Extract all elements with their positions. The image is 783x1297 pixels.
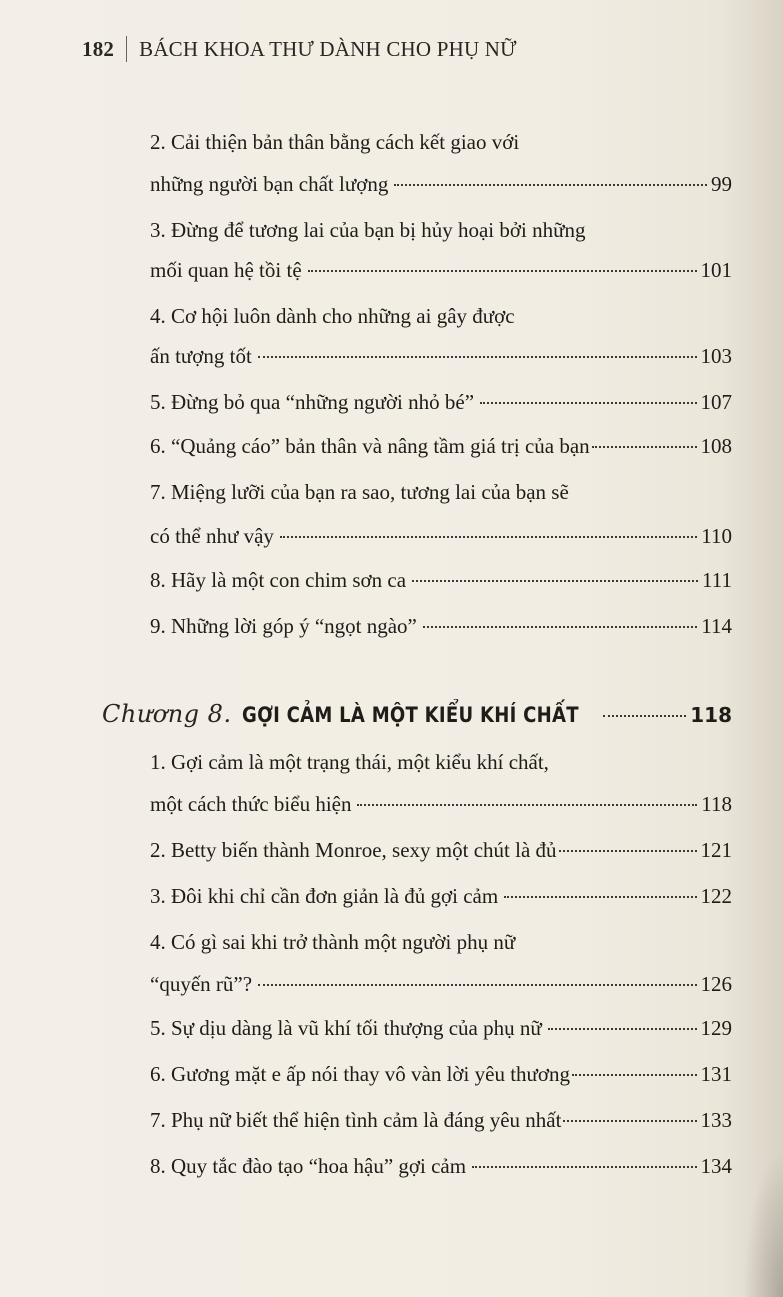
toc-entry-title: 2. Cải thiện bản thân bằng cách kết giao với <box>150 130 520 154</box>
toc-entry-page: 126 <box>700 972 732 996</box>
toc-entry-page: 118 <box>701 792 732 816</box>
toc-entry-title: 8. Quy tắc đào tạo “hoa hậu” gợi cảm <box>150 1154 467 1178</box>
book-title: BÁCH KHOA THƯ DÀNH CHO PHỤ NỮ <box>139 36 517 61</box>
toc-entry-leader <box>150 390 732 415</box>
toc-entry-leader <box>150 614 732 639</box>
dot-leader <box>412 580 698 582</box>
toc-entry-title: 7. Phụ nữ biết thể hiện tình cảm là đáng yêu nhất <box>150 1108 562 1132</box>
toc-entry-page: 129 <box>700 1016 732 1040</box>
dot-leader <box>548 1028 697 1030</box>
dot-leader <box>480 402 696 404</box>
toc-entry-leader <box>150 1108 732 1133</box>
toc-entry-title-cont: những người bạn chất lượng <box>150 172 389 196</box>
toc-entry-leader <box>150 524 732 549</box>
dot-leader <box>280 536 697 538</box>
toc-entry-title: 3. Đôi khi chỉ cần đơn giản là đủ gợi cảm <box>150 884 499 908</box>
chapter-heading <box>102 700 732 728</box>
toc-entry-page: 101 <box>700 258 732 282</box>
toc-entry-leader <box>150 344 732 369</box>
toc-entry-page: 111 <box>702 568 732 592</box>
page-curl-shadow <box>743 1150 783 1297</box>
toc-entry-leader <box>150 1016 732 1041</box>
chapter-title: GỢI CẢM LÀ MỘT KIỂU KHÍ CHẤT <box>241 703 579 727</box>
toc-entry-page: 103 <box>700 344 732 368</box>
toc-entry-leader <box>150 434 732 459</box>
toc-entry-leader <box>150 172 732 197</box>
toc-entry-leader <box>150 1154 732 1179</box>
toc-entry-page: 121 <box>700 838 732 862</box>
toc-entry-leader <box>150 838 732 863</box>
toc-entry-page: 131 <box>700 1062 732 1086</box>
toc-entry-title: 4. Có gì sai khi trở thành một người phụ nữ <box>150 930 516 954</box>
toc-entry-title: 6. Gương mặt e ấp nói thay vô vàn lời yêu thương <box>150 1062 571 1086</box>
toc-entry-title: 1. Gợi cảm là một trạng thái, một kiểu khí chất, <box>150 750 549 774</box>
toc-entry-page: 122 <box>700 884 732 908</box>
toc-entry-leader <box>150 884 732 909</box>
chapter-label: Chương 8. <box>102 700 232 728</box>
dot-leader <box>603 715 686 717</box>
toc-entry-page: 107 <box>700 390 732 414</box>
toc-entry-title: 4. Cơ hội luôn dành cho những ai gây được <box>150 304 515 328</box>
dot-leader <box>572 1074 696 1076</box>
page-number: 182 <box>82 36 115 61</box>
toc-entry-title-cont: ấn tượng tốt <box>150 344 252 368</box>
toc-entry-leader <box>150 258 732 283</box>
dot-leader <box>563 1120 696 1122</box>
header-divider <box>126 36 127 62</box>
dot-leader <box>258 984 696 986</box>
dot-leader <box>592 446 697 448</box>
toc-entry-title: 5. Sự dịu dàng là vũ khí tối thượng của phụ nữ <box>150 1016 542 1040</box>
toc-entry-title: 5. Đừng bỏ qua “những người nhỏ bé” <box>150 390 475 414</box>
dot-leader <box>504 896 696 898</box>
toc-entry-leader <box>150 1062 732 1087</box>
toc-entry-title: 9. Những lời góp ý “ngọt ngào” <box>150 614 417 638</box>
dot-leader <box>357 804 697 806</box>
dot-leader <box>394 184 707 186</box>
toc-entry-title-cont: mối quan hệ tồi tệ <box>150 258 302 282</box>
toc-entry-page: 114 <box>701 614 732 638</box>
toc-entry-page: 110 <box>701 524 732 548</box>
running-header <box>82 34 517 64</box>
toc-entry-page: 108 <box>700 434 732 458</box>
toc-entry-title: 8. Hãy là một con chim sơn ca <box>150 568 407 592</box>
toc-entry-title-cont: “quyến rũ”? <box>150 972 253 996</box>
toc-entry-title: 6. “Quảng cáo” bản thân và nâng tầm giá trị của bạn <box>150 434 590 458</box>
toc-entry-title: 3. Đừng để tương lai của bạn bị hủy hoại bởi những <box>150 218 586 242</box>
toc-entry-leader <box>150 568 732 593</box>
dot-leader <box>472 1166 696 1168</box>
toc-entry-title-cont: có thể như vậy <box>150 524 274 548</box>
toc-entry-page: 134 <box>700 1154 732 1178</box>
dot-leader <box>258 356 697 358</box>
toc-entry-page: 133 <box>700 1108 732 1132</box>
toc-entry-title-cont: một cách thức biểu hiện <box>150 792 352 816</box>
toc-entry-page: 99 <box>711 172 732 196</box>
dot-leader <box>559 850 697 852</box>
toc-entry-leader <box>150 972 732 997</box>
dot-leader <box>308 270 697 272</box>
toc-entry-title: 7. Miệng lưỡi của bạn ra sao, tương lai của bạn sẽ <box>150 480 569 504</box>
toc-entry-leader <box>150 792 732 817</box>
chapter-page: 118 <box>690 703 732 727</box>
toc-entry-title: 2. Betty biến thành Monroe, sexy một chút là đủ <box>150 838 557 862</box>
dot-leader <box>423 626 697 628</box>
